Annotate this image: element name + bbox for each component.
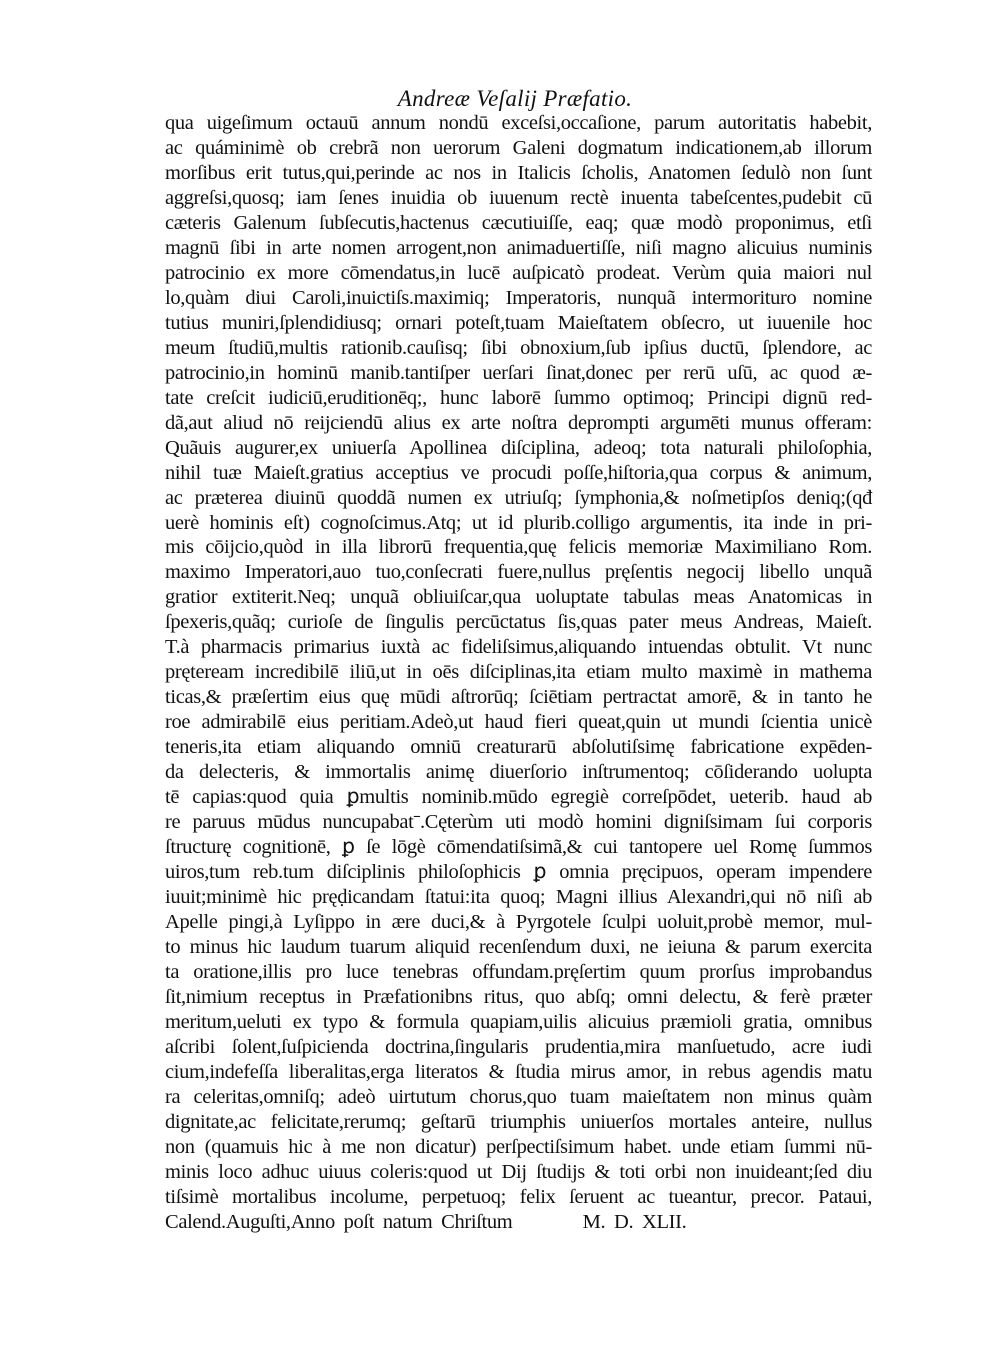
- text-line: re paruus mūdus nuncupabatˉ.Cęterùm uti modò homini digniſsimam ſui corporis: [165, 811, 872, 834]
- page-header-title: Andreæ Veſalij Præfatio.: [397, 86, 633, 111]
- text-line: tate creſcit iudiciū,eruditionēq;, hunc laborē ſummo optimoq; Principi dignū red-: [165, 386, 872, 409]
- text-line: lo,quàm diui Caroli,inuictiſs.maximiq; Imperatoris, nunquã intermorituro nomine: [165, 286, 872, 309]
- text-line: ac quáminimè ob crebrã non uerorum Galeni dogmatum indicationem,ab illorum: [165, 136, 872, 159]
- text-line: uiros,tum reb.tum diſciplinis philoſophicis ꝑ omnia pręcipuos, operam impendere: [165, 861, 872, 884]
- text-line: uerè hominis eſt) cognoſcimus.Atq; ut id plurib.colligo argumentis, ita inde in pri-: [165, 511, 872, 534]
- text-line: cium,indefeſſa liberalitas,erga literatos & ſtudia mirus amor, in rebus agendis matu: [165, 1060, 872, 1083]
- text-line: teneris,ita etiam aliquando omniū creaturarū abſolutiſsimę fabricatione expēden-: [165, 736, 872, 759]
- text-line: aſcribi ſolent,ſuſpicienda doctrina,ſingularis prudentia,mira manſuetudo, acre iudi: [165, 1035, 872, 1058]
- text-line: ſpexeris,quãq; curioſe de ſingulis percūctatus ſis,quas pater meus Andreas, Maieſt.: [165, 611, 872, 634]
- text-line: Apelle pingi,à Lyſippo in ære duci,& à Pyrgotele ſculpi uoluit,probè memor, mul-: [165, 911, 872, 933]
- text-line: maximo Imperatori,auo tuo,conſecrati fuere,nullus pręſentis negocij libello unquã: [165, 561, 872, 584]
- text-line: gratior extiterit.Neq; unquã obliuiſcar,qua uoluptate tabulas meas Anatomicas in: [165, 586, 872, 609]
- text-line: ta oratione,illis pro luce tenebras offundam.pręſertim quum prorſus improbandus: [165, 960, 872, 983]
- text-line: da delecteris, & immortalis animę diuerſorio inſtrumentoq; cōſiderando uolupta: [165, 761, 872, 784]
- text-line: magnū ſibi in arte nomen arrogent,non animaduertiſſe, niſi magno alicuius numinis: [165, 236, 872, 259]
- text-line: ra celeritas,omniſq; adeò uirtutum chorus,quo tuam maieſtatem non minus quàm: [165, 1085, 872, 1108]
- text-line: minis loco adhuc uiuus coleris:quod ut Dij ſtudijs & toti orbi non inuideant;ſed diu: [165, 1160, 872, 1183]
- text-line: meritum,ueluti ex typo & formula quapiam,uilis alicuius præmioli gratia, omnibus: [165, 1010, 872, 1033]
- text-line: aggreſsi,quosq; iam ſenes inuidia ob iuuenum rectè inuenta tabeſcentes,pudebit cū: [165, 186, 872, 209]
- text-line: qua uigeſimum octauū annum nondū exceſsi,occaſione, parum autoritatis habebit,: [165, 112, 872, 134]
- preface-text: [165, 111, 872, 1235]
- text-line: nihil tuæ Maieſt.gratius acceptius ve procudi poſſe,hiſtoria,qua corpus & animum,: [165, 461, 872, 484]
- text-line: iuuit;minimè hic pręḍicandam ſtatui:ita quoq; Magni illius Alexandri,qui nō niſi ab: [165, 886, 872, 909]
- text-line: Quãuis augurer,ex uniuerſa Apollinea diſciplina, adeoq; tota naturali philoſophia,: [165, 436, 872, 459]
- text-line: patrocinio,in hominū manib.tantiſper uerſari ſinat,donec per rerū uſū, ac quod æ-: [165, 361, 872, 384]
- text-line: ac præterea diuinū quoddã numen ex utriuſq; ſymphonia,& noſmetipſos deniq;(qđ: [165, 486, 872, 509]
- text-line: ſit,nimium receptus in Præfationibns ritus, quo abſq; omni delectu, & ferè præter: [165, 985, 872, 1008]
- text-line: meum ſtudiū,multis rationib.cauſisq; ſibi obnoxium,ſub ipſius ductū, ſplendore, ac: [165, 336, 872, 359]
- text-line: dignitate,ac felicitate,rerumq; geſtarū triumphis uniuerſos mortales anteire, nullus: [165, 1110, 872, 1133]
- text-line: to minus hic laudum tuarum aliquid recenſendum duxi, ne ieiuna & parum exercita: [165, 935, 872, 958]
- text-line: ſtructurę cognitionē, ꝑ ſe lōgè cōmendatiſsimã,& cui tantopere uel Romę ſummos: [165, 836, 872, 859]
- text-line: roe admirabilē eius peritiam.Adeò,ut haud fieri queat,quin ut mundi ſcientia unicè: [165, 711, 872, 734]
- text-line: cæteris Galenum ſubſecutis,hactenus cæcutiuiſſe, eaq; quæ modò proponimus, etſi: [165, 211, 872, 234]
- text-line: tē capias:quod quia ꝑmultis nominib.mūdo egregiè correſpōdet, ueterib. haud ab: [165, 786, 872, 809]
- text-line: morſibus erit tutus,qui,perinde ac nos in Italicis ſcholis, Anatomen ſedulò non ſunt: [165, 161, 872, 184]
- text-line: Calend.Auguſti,Anno poſt natum Chriſtum M. D. XLII.: [165, 1210, 687, 1233]
- text-line: mis cōijcio,quòd in illa librorū frequentia,quę felicis memoriæ Maximiliano Rom.: [165, 536, 872, 559]
- text-line: dã,aut aliud nō reijciendū alius ex arte noſtra deprompti argumēti munus offeram:: [165, 411, 872, 434]
- text-line: T.à pharmacis primarius iuxtà ac fideliſsimus,aliquando intuendas obtulit. Vt nunc: [165, 636, 872, 659]
- text-line: ticas,& præſertim eius quę mūdi aſtrorūq; ſciētiam pertractat amorē, & in tanto he: [165, 686, 872, 709]
- text-line: non (quamuis hic à me non dicatur) perſpectiſsimum habet. unde etiam ſummi nū-: [165, 1135, 872, 1158]
- text-line: pręteream incredibilē iliū,ut in oēs diſciplinas,ita etiam multo maximè in mathema: [165, 661, 872, 684]
- text-line: tutius muniri,ſplendidiusq; ornari poteſt,tuam Maieſtatem obſecro, ut iuuenile hoc: [165, 311, 872, 334]
- text-line: tiſsimè mortalibus incolume, perpetuoq; felix ſeruent ac tueantur, precor. Pataui,: [165, 1185, 872, 1208]
- text-line: patrocinio ex more cōmendatus,in lucē auſpicatò prodeat. Verùm quia maiori nul: [165, 261, 872, 284]
